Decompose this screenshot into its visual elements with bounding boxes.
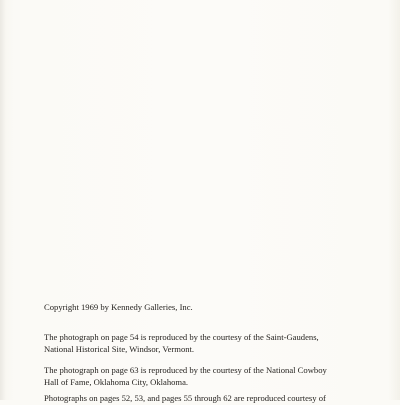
credit-paragraph-photographs	[44, 393, 326, 405]
credit-line: Hall of Fame, Oklahoma City, Oklahoma.	[44, 376, 189, 387]
page-gutter-shadow	[0, 0, 6, 400]
credit-paragraph-page-63	[44, 365, 327, 388]
copyright-notice: Copyright 1969 by Kennedy Galleries, Inc.	[44, 302, 193, 312]
credit-line: The photograph on page 54 is reproduced by the courtesy of the Saint-Gaudens,	[44, 332, 319, 342]
credit-line: The photograph on page 63 is reproduced by the courtesy of the National Cowboy	[44, 365, 327, 375]
credit-line: National Historical Site, Windsor, Vermont.	[44, 343, 195, 354]
credit-paragraph-page-54	[44, 332, 319, 355]
credit-line: Photographs on pages 52, 53, and pages 55 through 62 are reproduced courtesy of	[44, 393, 326, 403]
